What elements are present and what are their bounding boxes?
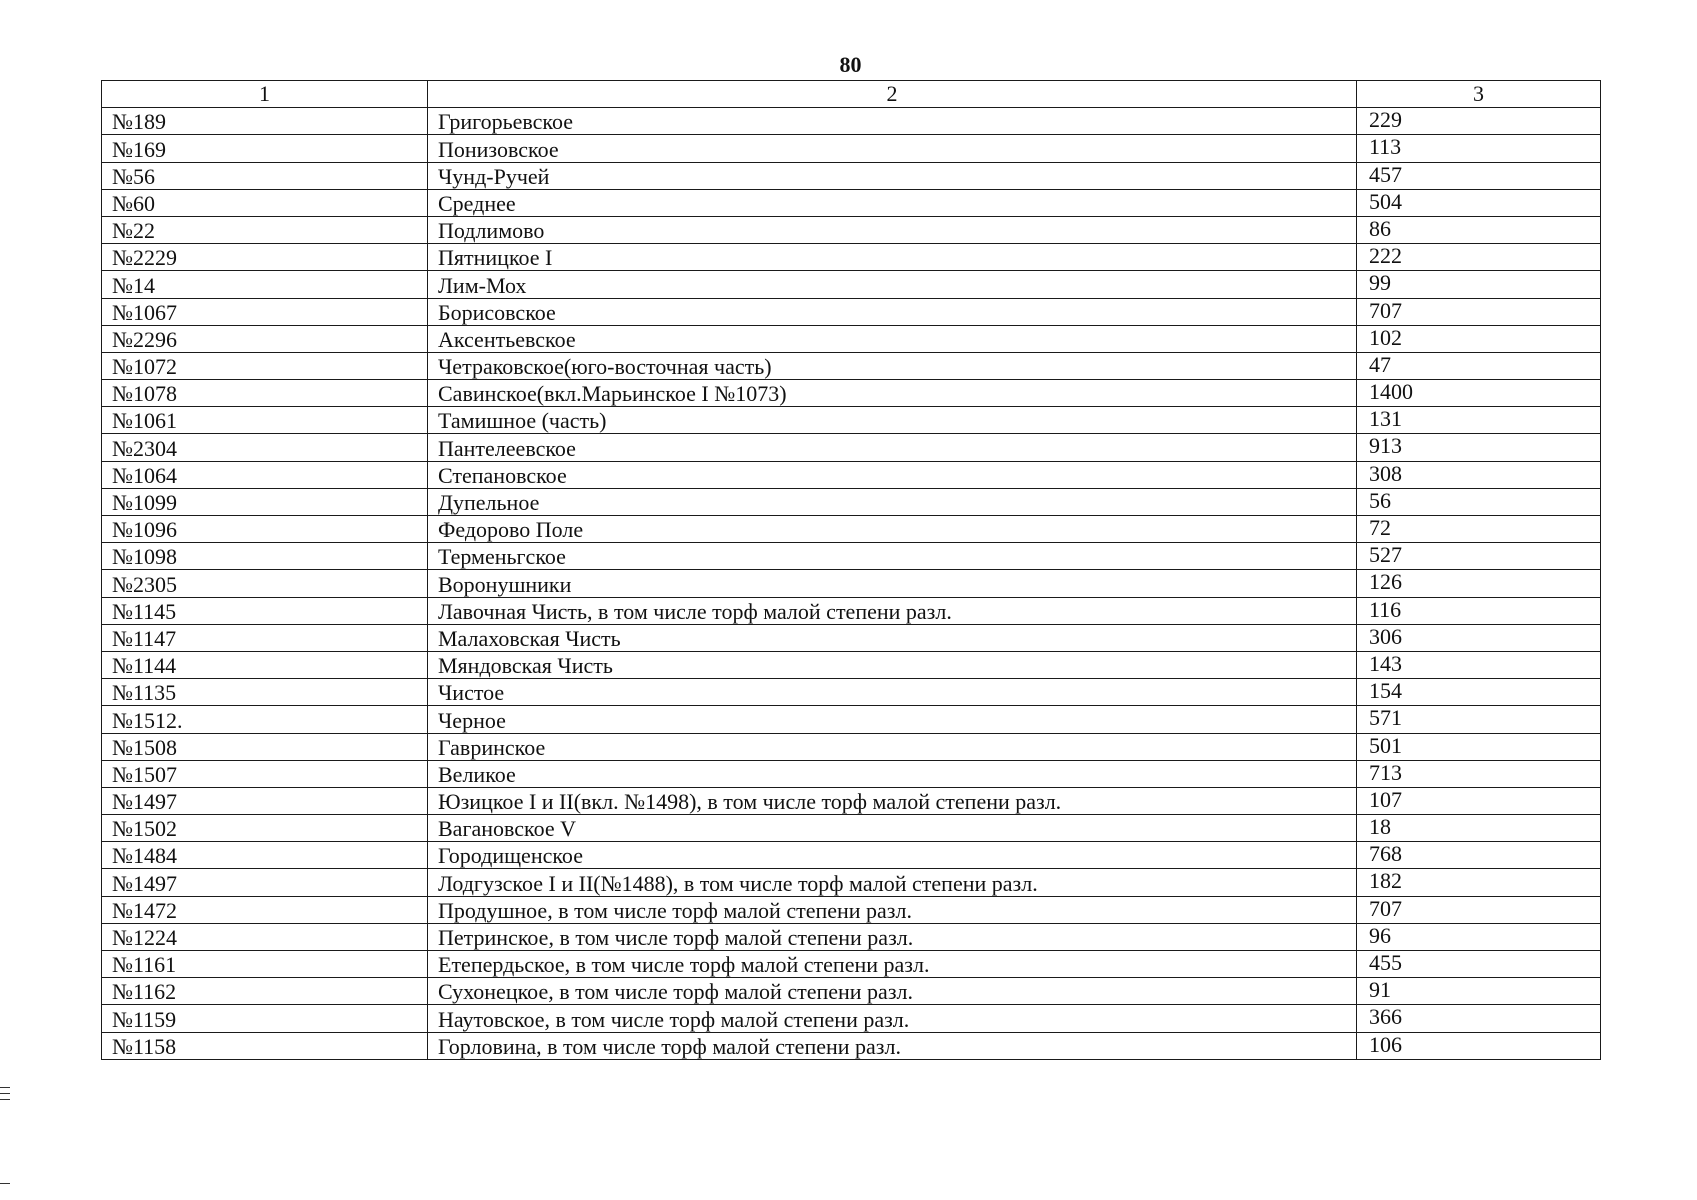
table-row — [102, 624, 1601, 651]
cell-number: №22 — [102, 216, 428, 243]
cell-number: №1497 — [102, 787, 428, 814]
table-row — [102, 271, 1601, 298]
cell-name: Юзицкое I и II(вкл. №1498), в том числе торф малой степени разл. — [428, 787, 1357, 814]
cell-number: №14 — [102, 271, 428, 298]
cell-value: 1400 — [1357, 380, 1601, 407]
cell-name: Великое — [428, 760, 1357, 787]
table-row — [102, 679, 1601, 706]
cell-value: 47 — [1357, 352, 1601, 379]
column-header-3: 3 — [1357, 81, 1601, 108]
table-row — [102, 325, 1601, 352]
cell-number: №1144 — [102, 651, 428, 678]
table-body — [102, 108, 1601, 1060]
table-row — [102, 380, 1601, 407]
cell-number: №1224 — [102, 923, 428, 950]
cell-value: 308 — [1357, 461, 1601, 488]
table-row — [102, 651, 1601, 678]
table-row — [102, 543, 1601, 570]
cell-value: 707 — [1357, 896, 1601, 923]
cell-value: 102 — [1357, 325, 1601, 352]
cell-number: №1497 — [102, 869, 428, 896]
cell-name: Пятницкое I — [428, 244, 1357, 271]
cell-number: №1135 — [102, 679, 428, 706]
cell-number: №1502 — [102, 815, 428, 842]
cell-name: Тамишное (часть) — [428, 407, 1357, 434]
cell-name: Григорьевское — [428, 108, 1357, 135]
page-number — [0, 52, 1697, 78]
cell-number: №1078 — [102, 380, 428, 407]
margin-mark — [0, 1087, 10, 1088]
cell-value: 113 — [1357, 135, 1601, 162]
cell-name: Степановское — [428, 461, 1357, 488]
table-row — [102, 488, 1601, 515]
cell-number: №1064 — [102, 461, 428, 488]
cell-value: 131 — [1357, 407, 1601, 434]
table-row — [102, 162, 1601, 189]
table-row — [102, 189, 1601, 216]
table-row — [102, 896, 1601, 923]
cell-value: 455 — [1357, 951, 1601, 978]
cell-value: 18 — [1357, 815, 1601, 842]
table-row — [102, 135, 1601, 162]
cell-number: №1096 — [102, 516, 428, 543]
cell-value: 86 — [1357, 216, 1601, 243]
column-header-2: 2 — [428, 81, 1357, 108]
cell-name: Черное — [428, 706, 1357, 733]
cell-value: 91 — [1357, 978, 1601, 1005]
cell-number: №1472 — [102, 896, 428, 923]
table-row — [102, 516, 1601, 543]
cell-number: №1072 — [102, 352, 428, 379]
table-row — [102, 951, 1601, 978]
cell-name: Пантелеевское — [428, 434, 1357, 461]
cell-name: Наутовское, в том числе торф малой степени разл. — [428, 1005, 1357, 1032]
cell-name: Етепердьское, в том числе торф малой степени разл. — [428, 951, 1357, 978]
cell-number: №1162 — [102, 978, 428, 1005]
margin-mark — [0, 1099, 10, 1100]
cell-value: 99 — [1357, 271, 1601, 298]
cell-name: Сухонецкое, в том числе торф малой степени разл. — [428, 978, 1357, 1005]
cell-number: №2305 — [102, 570, 428, 597]
cell-number: №1161 — [102, 951, 428, 978]
table-row — [102, 407, 1601, 434]
cell-number: №1159 — [102, 1005, 428, 1032]
table-row — [102, 434, 1601, 461]
cell-number: №1512. — [102, 706, 428, 733]
table-row — [102, 733, 1601, 760]
cell-value: 107 — [1357, 787, 1601, 814]
margin-mark — [0, 1183, 10, 1184]
cell-value: 154 — [1357, 679, 1601, 706]
cell-value: 366 — [1357, 1005, 1601, 1032]
cell-number: №1158 — [102, 1032, 428, 1059]
cell-value: 707 — [1357, 298, 1601, 325]
cell-value: 72 — [1357, 516, 1601, 543]
table-row — [102, 352, 1601, 379]
cell-name: Вагановское V — [428, 815, 1357, 842]
table-row — [102, 1005, 1601, 1032]
cell-number: №1508 — [102, 733, 428, 760]
cell-name: Четраковское(юго-восточная часть) — [428, 352, 1357, 379]
cell-name: Терменьгское — [428, 543, 1357, 570]
cell-number: №1145 — [102, 597, 428, 624]
table-row — [102, 869, 1601, 896]
table-row — [102, 461, 1601, 488]
cell-name: Борисовское — [428, 298, 1357, 325]
cell-number: №2296 — [102, 325, 428, 352]
cell-name: Лавочная Чисть, в том числе торф малой степени разл. — [428, 597, 1357, 624]
cell-number: №2229 — [102, 244, 428, 271]
table-row — [102, 815, 1601, 842]
margin-mark — [0, 1093, 10, 1094]
cell-value: 504 — [1357, 189, 1601, 216]
cell-number: №1099 — [102, 488, 428, 515]
column-header-1: 1 — [102, 81, 428, 108]
table-row — [102, 597, 1601, 624]
table-row — [102, 923, 1601, 950]
cell-number: №1147 — [102, 624, 428, 651]
table-row — [102, 298, 1601, 325]
cell-number: №60 — [102, 189, 428, 216]
cell-number: №56 — [102, 162, 428, 189]
cell-number: №169 — [102, 135, 428, 162]
table-row — [102, 706, 1601, 733]
cell-name: Среднее — [428, 189, 1357, 216]
table-row — [102, 570, 1601, 597]
cell-name: Городищенское — [428, 842, 1357, 869]
table-row — [102, 760, 1601, 787]
table-row — [102, 787, 1601, 814]
cell-value: 96 — [1357, 923, 1601, 950]
cell-name: Чунд-Ручей — [428, 162, 1357, 189]
cell-value: 571 — [1357, 706, 1601, 733]
header-row — [102, 81, 1601, 108]
cell-name: Продушное, в том числе торф малой степени разл. — [428, 896, 1357, 923]
cell-name: Федорово Поле — [428, 516, 1357, 543]
cell-value: 106 — [1357, 1032, 1601, 1059]
table-row — [102, 216, 1601, 243]
table-row — [102, 244, 1601, 271]
cell-name: Гавринское — [428, 733, 1357, 760]
cell-number: №2304 — [102, 434, 428, 461]
cell-value: 768 — [1357, 842, 1601, 869]
cell-value: 306 — [1357, 624, 1601, 651]
cell-value: 457 — [1357, 162, 1601, 189]
cell-name: Савинское(вкл.Марьинское I №1073) — [428, 380, 1357, 407]
cell-name: Мяндовская Чисть — [428, 651, 1357, 678]
cell-name: Аксентьевское — [428, 325, 1357, 352]
cell-value: 501 — [1357, 733, 1601, 760]
cell-name: Подлимово — [428, 216, 1357, 243]
cell-name: Лодгузское I и II(№1488), в том числе торф малой степени разл. — [428, 869, 1357, 896]
cell-value: 143 — [1357, 651, 1601, 678]
cell-name: Чистое — [428, 679, 1357, 706]
cell-name: Дупельное — [428, 488, 1357, 515]
table-row — [102, 978, 1601, 1005]
cell-number: №189 — [102, 108, 428, 135]
cell-name: Малаховская Чисть — [428, 624, 1357, 651]
cell-value: 713 — [1357, 760, 1601, 787]
cell-value: 229 — [1357, 108, 1601, 135]
cell-value: 913 — [1357, 434, 1601, 461]
cell-number: №1507 — [102, 760, 428, 787]
table-row — [102, 1032, 1601, 1059]
cell-name: Горловина, в том числе торф малой степени разл. — [428, 1032, 1357, 1059]
data-table — [101, 80, 1601, 1060]
cell-value: 222 — [1357, 244, 1601, 271]
cell-name: Лим-Мох — [428, 271, 1357, 298]
cell-value: 56 — [1357, 488, 1601, 515]
table-row — [102, 108, 1601, 135]
cell-value: 116 — [1357, 597, 1601, 624]
table-row — [102, 842, 1601, 869]
cell-number: №1061 — [102, 407, 428, 434]
cell-value: 126 — [1357, 570, 1601, 597]
cell-name: Петринское, в том числе торф малой степени разл. — [428, 923, 1357, 950]
cell-name: Воронушники — [428, 570, 1357, 597]
cell-value: 182 — [1357, 869, 1601, 896]
cell-value: 527 — [1357, 543, 1601, 570]
cell-number: №1484 — [102, 842, 428, 869]
cell-name: Понизовское — [428, 135, 1357, 162]
page-number-text: 80 — [839, 52, 862, 77]
cell-number: №1067 — [102, 298, 428, 325]
cell-number: №1098 — [102, 543, 428, 570]
